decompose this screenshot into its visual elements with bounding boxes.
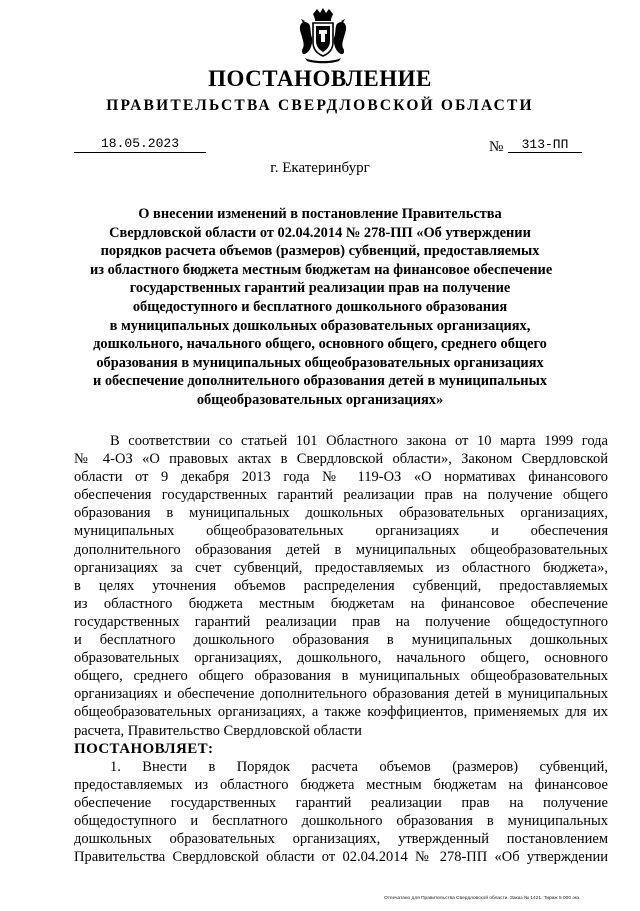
body-line: организациях и обеспечение дополнительного образования детей в муниципальных xyxy=(74,686,608,703)
heading-line: из областного бюджета местным бюджетам на финансовое обеспечение xyxy=(90,261,553,278)
resolution-heading xyxy=(90,205,553,410)
heading-line: и обеспечение дополнительного образования детей в муниципальных xyxy=(92,373,548,390)
item-line: обеспечение государственных гарантий реализации прав на получение xyxy=(74,794,608,811)
document-subtitle: ПРАВИТЕЛЬСТВА СВЕРДЛОВСКОЙ ОБЛАСТИ xyxy=(106,97,534,114)
body-line: образования в муниципальных дошкольных образовательных организациях, xyxy=(74,505,608,522)
body-line: расчета, Правительство Свердловской области xyxy=(74,722,362,739)
item-line: Правительства Свердловской области от 02.04.2014 № 278-ПП «Об утверждении xyxy=(74,849,608,866)
body-line: в целях уточнения объемов распределения субвенций, предоставляемых xyxy=(74,577,608,594)
heading-line: общедоступного и бесплатного дошкольного образования xyxy=(132,298,508,315)
item-line: предоставляемых из областного бюджета местным бюджетам на финансовое xyxy=(74,776,608,793)
document-date: 18.05.2023 xyxy=(74,136,206,153)
coat-of-arms-icon xyxy=(297,8,349,64)
body-line: организациях за счет субвенций, предоставляемых из областного бюджета», xyxy=(74,559,608,576)
document-title: ПОСТАНОВЛЕНИЕ xyxy=(208,66,432,91)
heading-line: образования в муниципальных общеобразовательных организациях xyxy=(96,354,544,371)
body-line: общеобразовательных организациях, а также коэффициентов, применяемых для их xyxy=(74,704,608,721)
body-line: В соответствии со статьей 101 Областного закона от 10 марта 1999 года xyxy=(110,433,608,449)
heading-line: государственных гарантий реализации прав на получение xyxy=(129,280,511,297)
body-line: обеспечения государственных гарантий реализации прав на получение общего xyxy=(74,487,608,504)
heading-line: О внесении изменений в постановление Правительства xyxy=(138,206,502,222)
body-line: общего, среднего общего образования в муниципальных общеобразовательных xyxy=(74,668,608,685)
item-line: общедоступного и бесплатного дошкольного образования в муниципальных xyxy=(74,812,608,829)
body-line: образовательных организациях, дошкольного, начального общего, основного xyxy=(74,650,608,667)
body-line: муниципальных общеобразовательных организациях и обеспечения xyxy=(74,523,608,540)
heading-line: Свердловской области от 02.04.2014 № 278-ПП «Об утверждении xyxy=(109,224,531,241)
resolves-heading: ПОСТАНОВЛЯЕТ: xyxy=(74,740,214,757)
heading-line: дошкольного, начального общего, основного общего, среднего общего xyxy=(93,336,547,353)
heading-line: в муниципальных дошкольных образовательных организациях, xyxy=(109,317,531,334)
body-line: и бесплатного дошкольного образования в муниципальных дошкольных xyxy=(74,632,608,649)
document-number: 313-ПП xyxy=(508,137,582,153)
item-line: дошкольных образовательных организациях, утвержденный постановлением xyxy=(74,831,608,848)
body-line: дополнительного образования детей в муниципальных общеобразовательных xyxy=(74,541,608,558)
print-footnote: Отпечатано для Правительства Свердловской области. Заказ № 1421. Тираж 5 000 экз. xyxy=(384,896,581,901)
body-line: № 4-ОЗ «О правовых актах в Свердловской области», Законом Свердловской xyxy=(74,451,608,468)
number-label: № xyxy=(489,139,504,155)
city-line: г. Екатеринбург xyxy=(270,160,370,176)
body-line: государственных гарантий реализации прав на получение общедоступного xyxy=(74,613,608,630)
item-line: 1. Внести в Порядок расчета объемов (размеров) субвенций, xyxy=(110,758,608,775)
body-line: области от 9 декабря 2013 года № 119-ОЗ «О нормативах финансового xyxy=(74,469,608,486)
document-body xyxy=(74,432,608,866)
heading-line: общеобразовательных организациях» xyxy=(196,391,444,408)
body-line: из областного бюджета местным бюджетам на финансовое обеспечение xyxy=(74,595,608,612)
heading-line: порядков расчета объемов (размеров) субвенций, предоставляемых xyxy=(100,243,540,260)
